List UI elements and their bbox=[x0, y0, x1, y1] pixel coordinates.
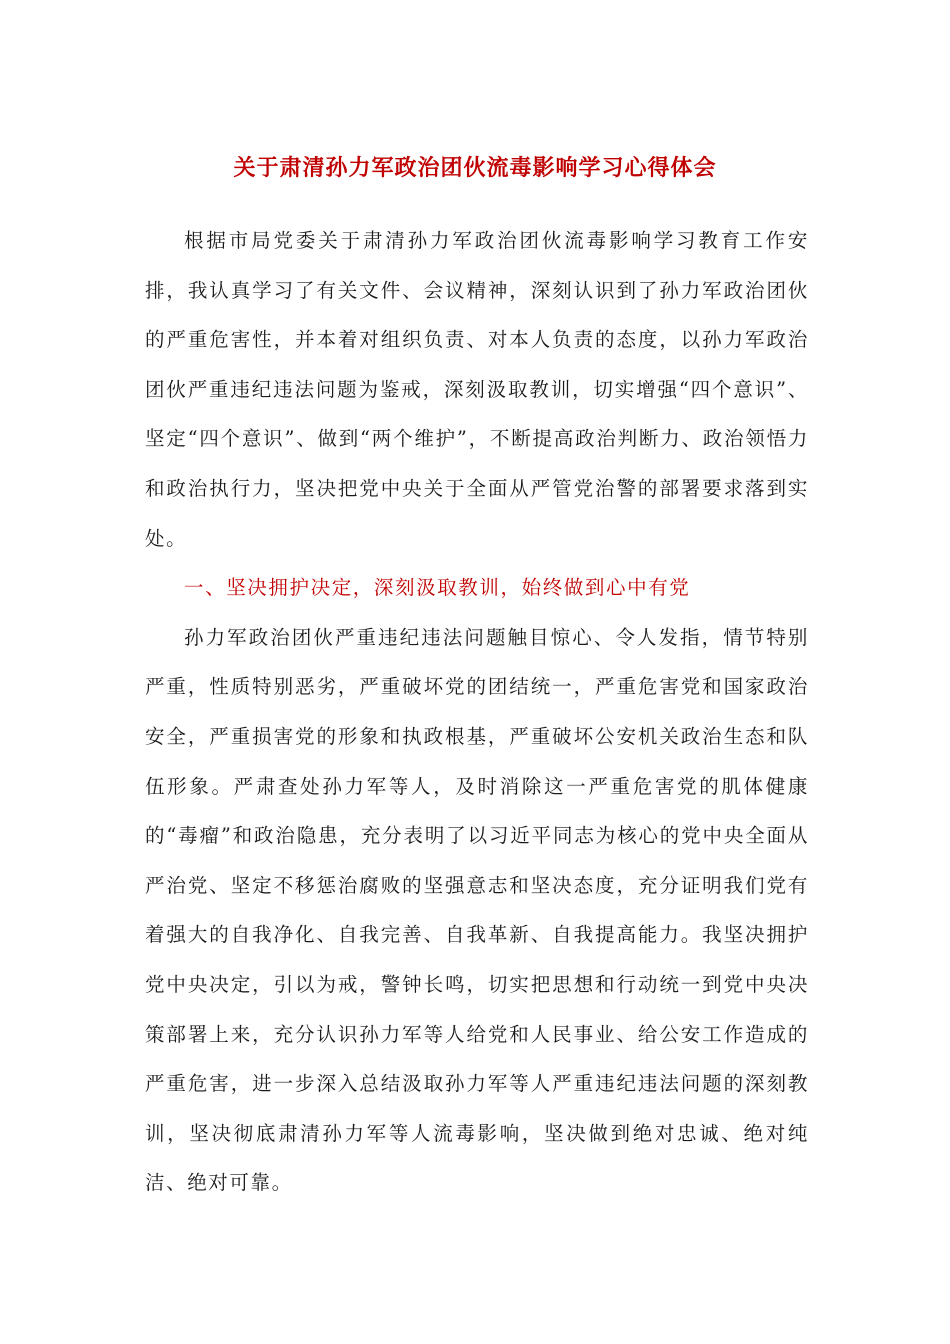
document-title: 关于肃清孙力军政治团伙流毒影响学习心得体会 bbox=[233, 155, 717, 181]
section-heading-1: 一、坚决拥护决定，深刻汲取教训，始终做到心中有党 bbox=[184, 576, 691, 600]
paragraph-section-1: 孙力军政治团伙严重违纪违法问题触目惊心、令人发指，情节特别严重，性质特别恶劣，严重破坏党的团结统一，严重危害党和国家政治安全，严重损害党的形象和执政根基，严重破坏公安机关政治生态和队伍形象。严肃查处孙力军等人，及时消除这一严重危害党的肌体健康的“毒瘤”和政治隐患，充分表明了以习近平同志为核心的党中央全面从严治党、坚定不移惩治腐败的坚强意志和坚决态度，充分证明我们党有着强大的自我净化、自我完善、自我革新、自我提高能力。我坚决拥护党中央决定，引以为戒，警钟长鸣，切实把思想和行动统一到党中央决策部署上来，充分认识孙力军等人给党和人民事业、给公安工作造成的严重危害，进一步深入总结汲取孙力军等人严重违纪违法问题的深刻教训，坚决彻底肃清孙力军等人流毒影响，坚决做到绝对忠诚、绝对纯洁、绝对可靠。 bbox=[145, 625, 809, 1195]
document-body bbox=[145, 216, 809, 1208]
paragraph-intro: 根据市局党委关于肃清孙力军政治团伙流毒影响学习教育工作安排，我认真学习了有关文件、会议精神，深刻认识到了孙力军政治团伙的严重危害性，并本着对组织负责、对本人负责的态度，以孙力军政治团伙严重违纪违法问题为鉴戒，深刻汲取教训，切实增强“四个意识”、坚定“四个意识”、做到“两个维护”，不断提高政治判断力、政治领悟力和政治执行力，坚决把党中央关于全面从严管党治警的部署要求落到实处。 bbox=[145, 229, 809, 550]
